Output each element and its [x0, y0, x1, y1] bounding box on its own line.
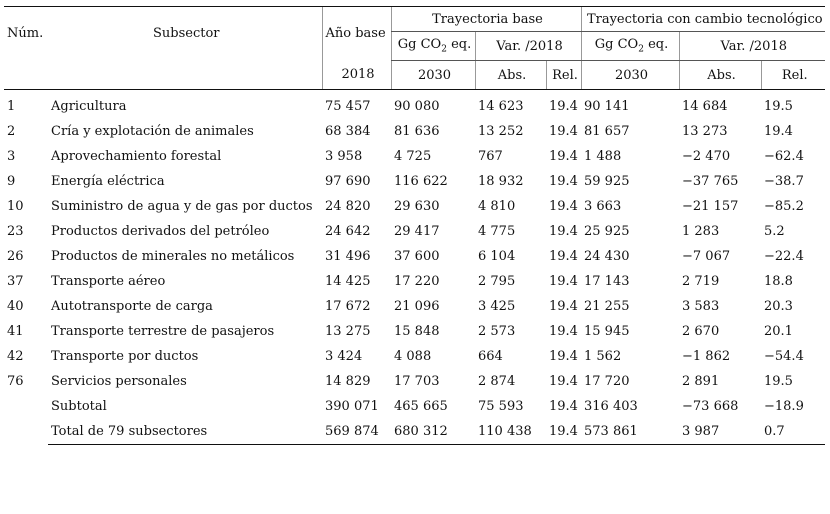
cell-baseline-2030: 29 417	[394, 224, 440, 239]
cell-baseline-2030: 465 665	[394, 399, 448, 414]
header-tech-rel: Rel.	[761, 61, 825, 90]
cell-base-2018: 13 275	[325, 324, 371, 339]
cell-tech-abs: −21 157	[682, 199, 739, 214]
header-tech-change: Trayectoria con cambio tecnológico	[581, 7, 825, 32]
cell-tech-2030: 24 430	[584, 249, 630, 264]
cell-baseline-2030: 90 080	[394, 99, 440, 114]
table-row	[4, 294, 825, 319]
cell-subsector: Cría y explotación de animales	[51, 124, 254, 139]
cell-subsector: Productos de minerales no metálicos	[51, 249, 295, 264]
table-row	[4, 269, 825, 294]
cell-baseline-rel: 19.4	[549, 274, 578, 289]
cell-baseline-rel: 19.4	[546, 419, 581, 445]
cell-baseline-rel: 19.4	[549, 224, 578, 239]
cell-tech-rel: 18.8	[764, 274, 793, 289]
header-subsector-blank	[48, 61, 322, 90]
cell-tech-rel: 5.2	[764, 224, 785, 239]
table-body	[4, 90, 825, 445]
cell-baseline-rel: 19.4	[549, 374, 578, 389]
cell-baseline-2030: 4 088	[394, 349, 432, 364]
cell-tech-rel: −38.7	[764, 174, 804, 189]
cell-num: 26	[7, 249, 24, 264]
cell-subsector: Aprovechamiento forestal	[51, 149, 222, 164]
cell-baseline-2030: 21 096	[394, 299, 440, 314]
cell-baseline-rel: 19.4	[549, 249, 578, 264]
cell-baseline-rel: 19.4	[549, 199, 578, 214]
cell-tech-2030: 1 562	[584, 349, 622, 364]
cell-subsector: Productos derivados del petróleo	[51, 224, 270, 239]
cell-baseline-rel: 19.4	[549, 99, 578, 114]
cell-baseline-abs: 4 810	[478, 199, 516, 214]
cell-tech-rel: −62.4	[764, 149, 804, 164]
cell-tech-2030: 573 861	[581, 419, 679, 445]
cell-baseline-2030: 81 636	[394, 124, 440, 139]
cell-baseline-abs: 2 573	[478, 324, 516, 339]
cell-num	[4, 419, 48, 445]
cell-tech-2030: 15 945	[584, 324, 630, 339]
table-row	[4, 119, 825, 144]
cell-baseline-2030: 17 703	[394, 374, 440, 389]
cell-subsector: Total de 79 subsectores	[48, 419, 322, 445]
cell-num: 10	[7, 199, 24, 214]
cell-tech-abs: −1 862	[682, 349, 731, 364]
header-num: Núm.	[4, 7, 48, 61]
table-row	[4, 394, 825, 419]
header-baseline-abs: Abs.	[475, 61, 546, 90]
cell-tech-2030: 17 720	[584, 374, 630, 389]
cell-baseline-abs: 767	[478, 149, 503, 164]
cell-base-2018: 390 071	[325, 399, 379, 414]
cell-num: 37	[7, 274, 24, 289]
cell-subsector: Transporte por ductos	[51, 349, 199, 364]
cell-base-2018: 3 424	[325, 349, 363, 364]
table-row	[4, 169, 825, 194]
cell-tech-rel: −22.4	[764, 249, 804, 264]
cell-baseline-abs: 6 104	[478, 249, 516, 264]
cell-tech-2030: 316 403	[584, 399, 638, 414]
cell-tech-2030: 21 255	[584, 299, 630, 314]
cell-baseline-2030: 116 622	[394, 174, 448, 189]
cell-base-2018: 75 457	[325, 99, 371, 114]
cell-tech-abs: −37 765	[682, 174, 739, 189]
cell-tech-abs: 2 670	[682, 324, 720, 339]
cell-base-2018: 68 384	[325, 124, 371, 139]
cell-baseline-abs: 13 252	[478, 124, 524, 139]
cell-base-2018: 569 874	[322, 419, 391, 445]
cell-num	[4, 394, 48, 419]
header-tech-2030: 2030	[581, 61, 679, 90]
cell-subsector: Servicios personales	[51, 374, 187, 389]
cell-baseline-abs: 3 425	[478, 299, 516, 314]
cell-num: 41	[7, 324, 24, 339]
cell-tech-rel: −54.4	[764, 349, 804, 364]
header-base-year: 2018	[322, 61, 391, 90]
table-row	[4, 369, 825, 394]
cell-tech-abs: 2 719	[682, 274, 720, 289]
cell-tech-rel: 19.5	[764, 99, 793, 114]
cell-tech-rel: 19.4	[764, 124, 793, 139]
emissions-table	[4, 6, 825, 445]
table-row	[4, 90, 825, 120]
cell-baseline-rel: 19.4	[549, 349, 578, 364]
cell-baseline-abs: 664	[478, 349, 503, 364]
header-num-blank	[4, 61, 48, 90]
cell-tech-abs: 2 891	[682, 374, 720, 389]
cell-base-2018: 97 690	[325, 174, 371, 189]
cell-baseline-abs: 2 874	[478, 374, 516, 389]
cell-subsector: Transporte aéreo	[51, 274, 166, 289]
cell-baseline-2030: 15 848	[394, 324, 440, 339]
cell-baseline-rel: 19.4	[549, 174, 578, 189]
cell-tech-abs: 3 583	[682, 299, 720, 314]
cell-num: 76	[7, 374, 24, 389]
cell-baseline-2030: 17 220	[394, 274, 440, 289]
table-row	[4, 344, 825, 369]
header-tech-abs: Abs.	[679, 61, 761, 90]
cell-tech-abs: 1 283	[682, 224, 720, 239]
cell-tech-rel: 0.7	[761, 419, 825, 445]
cell-tech-abs: −7 067	[682, 249, 731, 264]
table-row	[4, 319, 825, 344]
cell-base-2018: 31 496	[325, 249, 371, 264]
cell-baseline-2030: 29 630	[394, 199, 440, 214]
cell-baseline-abs: 75 593	[478, 399, 524, 414]
cell-baseline-rel: 19.4	[549, 124, 578, 139]
cell-base-2018: 14 829	[325, 374, 371, 389]
cell-tech-rel: 20.1	[764, 324, 793, 339]
cell-baseline-2030: 37 600	[394, 249, 440, 264]
header-baseline: Trayectoria base	[391, 7, 581, 32]
cell-tech-rel: −18.9	[764, 399, 804, 414]
cell-baseline-abs: 2 795	[478, 274, 516, 289]
header-base-year-label: Año base	[322, 7, 391, 61]
table-row	[4, 219, 825, 244]
cell-tech-2030: 81 657	[584, 124, 630, 139]
cell-tech-2030: 3 663	[584, 199, 622, 214]
cell-tech-2030: 59 925	[584, 174, 630, 189]
cell-tech-rel: 19.5	[764, 374, 793, 389]
cell-baseline-2030: 4 725	[394, 149, 432, 164]
cell-baseline-rel: 19.4	[549, 299, 578, 314]
table-row	[4, 419, 825, 445]
cell-num: 42	[7, 349, 24, 364]
cell-baseline-abs: 4 775	[478, 224, 516, 239]
header-baseline-gg: Gg $CO_2$ eq.	[391, 32, 475, 61]
cell-baseline-abs: 110 438	[475, 419, 546, 445]
cell-tech-abs: −73 668	[682, 399, 739, 414]
cell-subsector: Agricultura	[51, 99, 127, 114]
cell-tech-rel: 20.3	[764, 299, 793, 314]
cell-subsector: Subtotal	[51, 399, 107, 414]
cell-base-2018: 3 958	[325, 149, 363, 164]
header-tech-var: Var. /2018	[679, 32, 825, 61]
cell-subsector: Suministro de agua y de gas por ductos	[51, 199, 313, 214]
cell-subsector: Autotransporte de carga	[51, 299, 213, 314]
header-baseline-rel: Rel.	[546, 61, 581, 90]
cell-baseline-abs: 14 623	[478, 99, 524, 114]
header-baseline-var: Var. /2018	[475, 32, 581, 61]
cell-tech-abs: −2 470	[682, 149, 731, 164]
cell-base-2018: 14 425	[325, 274, 371, 289]
cell-baseline-rel: 19.4	[549, 324, 578, 339]
header-subsector: Subsector	[48, 7, 322, 61]
header-baseline-2030: 2030	[391, 61, 475, 90]
cell-base-2018: 24 642	[325, 224, 371, 239]
table-row	[4, 194, 825, 219]
cell-tech-rel: −85.2	[764, 199, 804, 214]
cell-tech-abs: 13 273	[682, 124, 728, 139]
cell-tech-2030: 1 488	[584, 149, 622, 164]
cell-tech-2030: 17 143	[584, 274, 630, 289]
cell-num: 1	[7, 99, 16, 114]
cell-tech-abs: 3 987	[679, 419, 761, 445]
cell-baseline-rel: 19.4	[549, 399, 578, 414]
cell-subsector: Transporte terrestre de pasajeros	[51, 324, 275, 339]
cell-tech-2030: 90 141	[584, 99, 630, 114]
header-tech-gg: Gg $CO_2$ eq.	[581, 32, 679, 61]
cell-num: 9	[7, 174, 16, 189]
cell-baseline-abs: 18 932	[478, 174, 524, 189]
cell-baseline-2030: 680 312	[391, 419, 475, 445]
cell-tech-2030: 25 925	[584, 224, 630, 239]
cell-base-2018: 24 820	[325, 199, 371, 214]
table-row	[4, 144, 825, 169]
cell-tech-abs: 14 684	[682, 99, 728, 114]
cell-num: 40	[7, 299, 24, 314]
cell-subsector: Energía eléctrica	[51, 174, 165, 189]
table-row	[4, 244, 825, 269]
cell-num: 23	[7, 224, 24, 239]
cell-baseline-rel: 19.4	[549, 149, 578, 164]
cell-num: 3	[7, 149, 16, 164]
cell-base-2018: 17 672	[325, 299, 371, 314]
cell-num: 2	[7, 124, 16, 139]
